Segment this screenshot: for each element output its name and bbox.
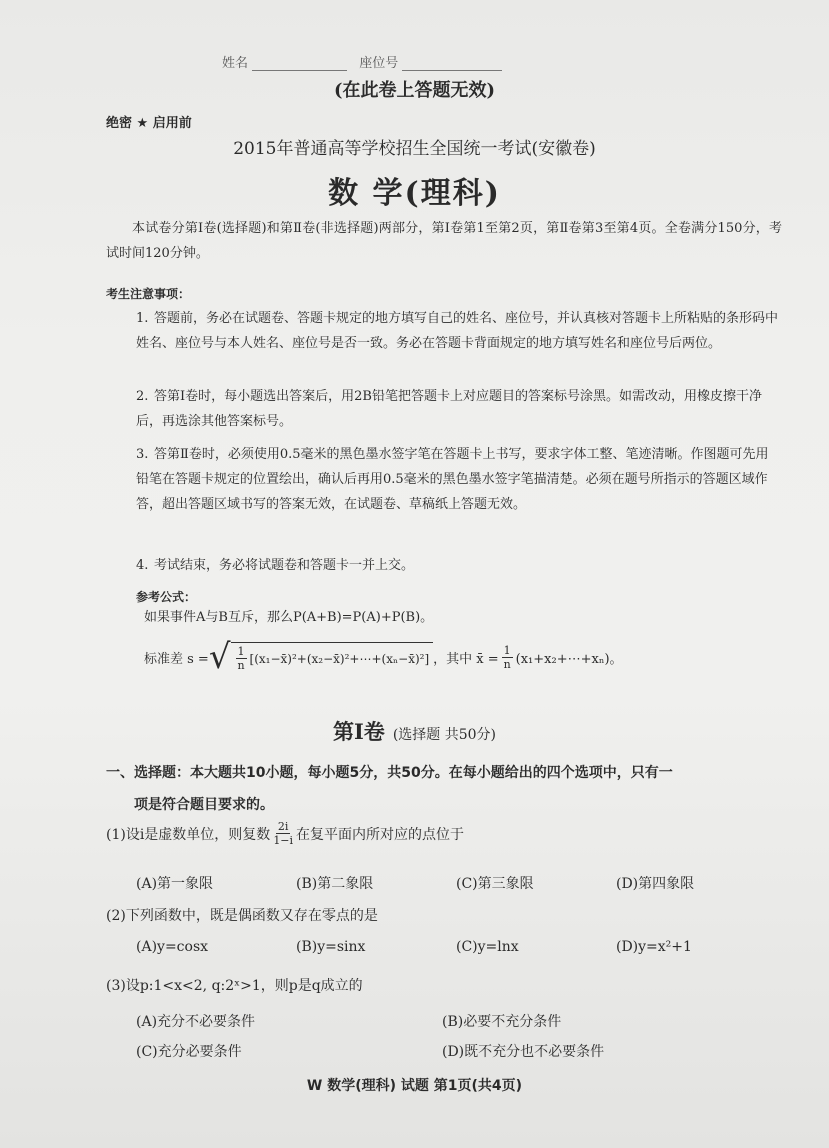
question-prefix: (3)设p:1<x<2, q:2ˣ>1，则p是q成立的	[106, 978, 363, 994]
exam-title: 2015年普通高等学校招生全国统一考试(安徽卷)	[233, 139, 596, 159]
part-one-heading	[106, 757, 786, 821]
option-b: (B)y=sinx	[296, 939, 366, 955]
name-label: 姓名	[222, 56, 249, 71]
question-prefix: (2)下列函数中，既是偶函数又存在零点的是	[106, 908, 378, 924]
formula-mutually-exclusive: 如果事件A与B互斥，那么P(A+B)=P(A)+P(B)。	[144, 610, 434, 625]
seat-label: 座位号	[359, 56, 399, 71]
fraction-denominator: n	[237, 659, 245, 672]
section-title	[0, 716, 829, 746]
notice-item	[136, 306, 781, 356]
reference-heading: 参考公式：	[136, 590, 197, 604]
notice-heading: 考生注意事项：	[106, 287, 191, 301]
option-d: (D)第四象限	[616, 876, 695, 892]
option-a: (A)充分不必要条件	[136, 1014, 256, 1030]
fraction	[273, 820, 293, 847]
fraction-numerator: 1	[503, 643, 511, 657]
notice-item-number: 2.	[136, 389, 149, 404]
notice-item	[136, 442, 781, 517]
radicand	[231, 642, 434, 672]
section-subtitle: (选择题 共50分)	[392, 727, 497, 743]
question-3-options-row-1	[136, 1011, 748, 1031]
intro-paragraph: 本试卷分第Ⅰ卷(选择题)和第Ⅱ卷(非选择题)两部分，第Ⅰ卷第1至第2页，第Ⅱ卷第3至第4页。全卷满分150分，考试时间120分钟。	[106, 221, 782, 261]
candidate-fields	[222, 52, 510, 71]
sqrt-expression	[208, 637, 433, 677]
option-b: (B)第二象限	[296, 876, 374, 892]
question-3	[106, 975, 363, 995]
notice-item-text: 答第Ⅰ卷时，每小题选出答案后，用2B铅笔把答题卡上对应题目的答案标号涂黑。如需改动，用橡皮擦干净后，再选涂其他答案标号。	[136, 389, 762, 429]
question-1	[106, 820, 464, 847]
std-body: [(x₁−x̄)²+(x₂−x̄)²+⋯+(xₙ−x̄)²]	[249, 651, 430, 666]
notice-item-text: 答题前，务必在试题卷、答题卡规定的地方填写自己的姓名、座位号，并认真核对答题卡上所粘贴的条形码中姓名、座位号与本人姓名、座位号是否一致。务必在答题卡背面规定的地方填写姓名和座位号后两位。	[136, 311, 779, 351]
notice-item-number: 4.	[136, 558, 149, 573]
std-label: 标准差 s =	[144, 651, 209, 667]
fraction-denominator: 1−i	[273, 834, 294, 847]
name-field-line	[252, 70, 347, 71]
option-a: (A)y=cosx	[136, 939, 209, 955]
option-c: (C)y=lnx	[456, 939, 519, 955]
part-one-heading-cont: 项是符合题目要求的。	[134, 797, 274, 813]
secret-label: 绝密 ★ 启用前	[106, 116, 192, 131]
formula-standard-deviation	[144, 637, 623, 677]
part-one-heading-line: 一、选择题：本大题共10小题，每小题5分，共50分。在每小题给出的四个选项中，只有一	[106, 765, 673, 781]
notice-item-text: 考试结束，务必将试题卷和答题卡一并上交。	[154, 558, 415, 573]
page-footer: W 数学(理科) 试题 第1页(共4页)	[306, 1078, 523, 1094]
question-2	[106, 905, 378, 925]
option-d: (D)y=x²+1	[616, 939, 692, 955]
option-b: (B)必要不充分条件	[442, 1014, 562, 1030]
sqrt-sign: √	[208, 637, 231, 677]
question-suffix: 在复平面内所对应的点位于	[296, 826, 465, 843]
option-d: (D)既不充分也不必要条件	[442, 1044, 605, 1060]
mean-body: (x₁+x₂+⋯+xₙ)。	[515, 651, 623, 667]
mean-label: ，其中 x̄ =	[433, 651, 499, 667]
option-c: (C)充分必要条件	[136, 1044, 242, 1060]
fraction-denominator: n	[503, 657, 511, 671]
invalid-notice: (在此卷上答题无效)	[333, 80, 496, 101]
question-prefix: (1)设i是虚数单位，则复数	[106, 826, 271, 843]
question-1-options	[136, 873, 776, 893]
option-a: (A)第一象限	[136, 876, 214, 892]
notice-item-number: 1.	[136, 311, 149, 326]
question-3-options-row-2	[136, 1041, 748, 1061]
option-c: (C)第三象限	[456, 876, 534, 892]
subject-title: 数 学(理科)	[328, 176, 501, 211]
fraction	[236, 645, 247, 672]
question-2-options	[136, 939, 776, 955]
section-title-text: 第Ⅰ卷	[332, 719, 385, 744]
notice-item	[136, 553, 781, 578]
fraction-numerator: 2i	[277, 820, 289, 833]
fraction	[502, 644, 513, 671]
notice-item	[136, 384, 781, 434]
seat-field-line	[402, 70, 502, 71]
notice-item-number: 3.	[136, 447, 149, 462]
fraction-numerator: 1	[237, 645, 245, 658]
notice-item-text: 答第Ⅱ卷时，必须使用0.5毫米的黑色墨水签字笔在答题卡上书写，要求字体工整、笔迹清晰。作图题可先用铅笔在答题卡规定的位置绘出，确认后再用0.5毫米的黑色墨水签字笔描清楚。必须在题号所指示的答题区域作答，超出答题区域书写的答案无效，在试题卷、草稿纸上答题无效。	[136, 447, 769, 512]
